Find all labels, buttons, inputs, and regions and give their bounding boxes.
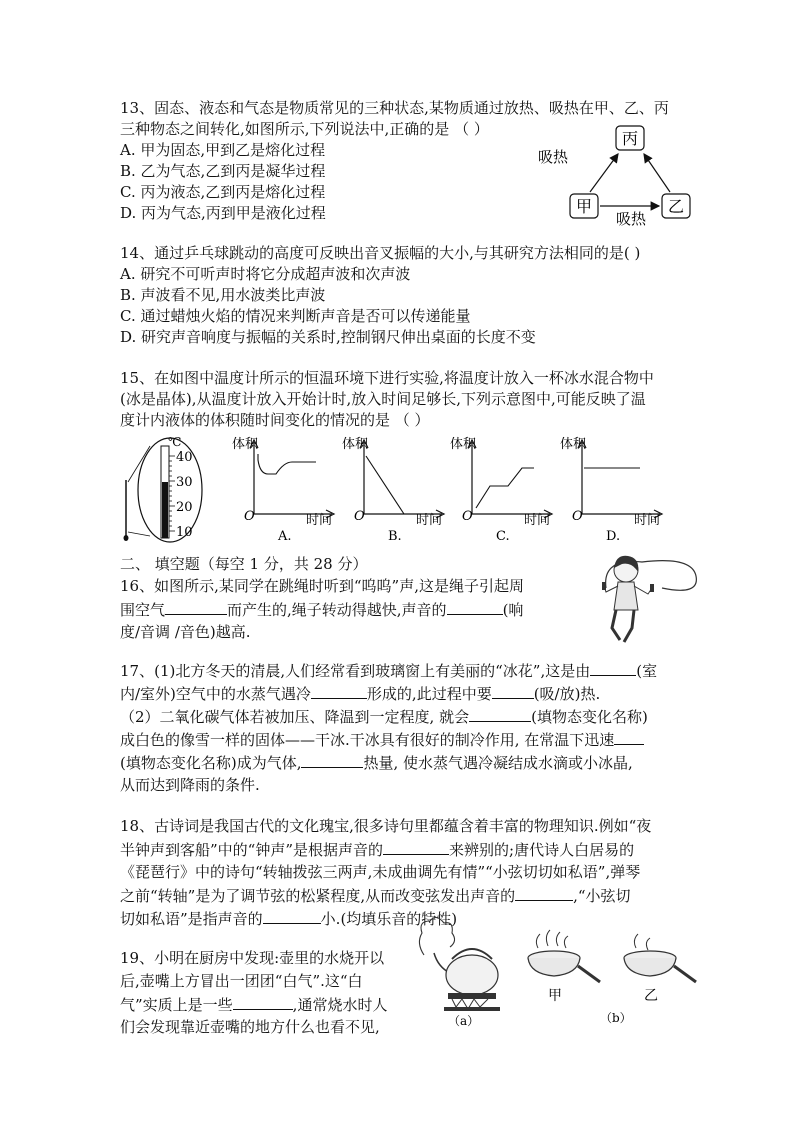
fig-label-yi: 乙 [644,988,658,1004]
q13-state-diagram [530,118,710,228]
q17-line3 [120,706,648,727]
q19-blank-1[interactable] [233,994,293,1010]
q16-text-a: 围空气 [120,601,166,619]
tick-30: 30 [176,475,193,490]
q17-text-2b: 形成的,此过程中要 [366,685,492,703]
graph-d-xlabel: 时间 [634,513,661,528]
node-jia: 甲 [575,197,593,216]
q15-stem-line2: (冰是晶体),从温度计放入开始计时,放入时间足够长,下列示意图中,可能反映了温 [120,390,646,408]
graph-b-ylabel: 体积 [342,437,369,452]
fig-label-b: （b） [600,1011,632,1025]
q16-line1: 16、如图所示,某同学在跳绳时听到“呜呜”声,这是绳子引起周 [120,577,524,595]
q17-text-4: 成白色的像雪一样的固体——干冰.干冰具有很好的制冷作用, 在常温下迅速 [120,731,615,749]
q13-option-a: A. 甲为固态,甲到乙是熔化过程 [120,141,326,159]
q18-blank-1[interactable] [383,839,449,855]
q16-text-c: (响 [502,601,524,619]
node-bing: 丙 [621,129,639,148]
q18-line4 [120,885,631,906]
q18-text-5b: 小.(均填乐音的特性) [320,910,458,928]
thermometer-unit: ℃ [168,435,182,449]
graph-d-ylabel: 体积 [560,437,587,452]
q17-line1 [120,660,657,681]
tick-10: 10 [176,525,193,540]
q17-line5 [120,752,633,773]
q13-option-b: B. 乙为气态,乙到丙是凝华过程 [120,162,326,180]
node-yi: 乙 [667,197,685,216]
tick-20: 20 [176,500,193,515]
q13-option-c: C. 丙为液态,乙到丙是熔化过程 [120,183,326,201]
q19-line2: 后,壶嘴上方冒出一团团“白气”.这“白 [120,972,363,990]
q18-text-4a: 之前“转轴”是为了调节弦的松紧程度,从而改变弦发出声音的 [120,887,516,905]
section-heading: 二、 填空题（每空 1 分，共 28 分） [120,555,368,573]
q18-blank-2[interactable] [515,885,573,901]
graph-c-caption: C. [496,529,510,544]
graph-a-ylabel: 体积 [232,437,259,452]
tick-40: 40 [176,450,193,465]
q19-line3 [120,994,387,1015]
q17-text-5a: (填物态变化名称)成为气体, [120,754,302,772]
graph-a-caption: A. [278,529,292,544]
q19-kettle-figure [412,915,522,1027]
kettle-body [446,955,498,995]
q16-text-b: 而产生的,绳子转动得越快,声音的 [227,601,447,619]
graph-b-curve [366,456,404,514]
q14-option-c: C. 通过蜡烛火焰的情况来判断声音是否可以传递能量 [120,307,471,325]
q18-line1: 18、古诗词是我国古代的文化瑰宝,很多诗句里都蕴含着丰富的物理知识.例如“夜 [120,817,652,835]
graph-b-origin: O [354,509,365,524]
graph-a-origin: O [244,509,255,524]
q15-graph-d [554,434,664,544]
q16-line3: 度/音调 /音色)越高. [120,623,251,641]
arrow-yi-to-bing [644,154,670,192]
q15-graph-c [444,434,554,544]
q13-option-d: D. 丙为气态,丙到甲是液化过程 [120,204,326,222]
label-left: 吸热 [538,148,569,166]
q18-text-2b: 来辨别的;唐代诗人白居易的 [449,841,635,859]
q18-line3: 《琵琶行》中的诗句“转轴拨弦三两声,未成曲调先有情”“小弦切切如私语”,弹琴 [120,863,641,881]
q18-blank-3[interactable] [263,908,321,924]
graph-c-ylabel: 体积 [450,437,477,452]
q15-thermometer [118,432,208,544]
q14-stem: 14、通过乒乓球跳动的高度可反映出音叉振幅的大小,与其研究方法相同的是( ) [120,244,641,262]
q14-option-d: D. 研究声音响度与振幅的关系时,控制钢尺伸出桌面的长度不变 [120,328,536,346]
q17-text-5b: 热量, 使水蒸气遇冷凝结成水滴或小冰晶, [363,754,633,772]
q16-blank-2[interactable] [447,599,503,615]
graph-b-caption: B. [388,529,402,544]
q18-text-2a: 半钟声到客船”中的“钟声”是根据声音的 [120,841,384,859]
q19-line4: 们会发现靠近壶嘴的地方什么也看不见, [120,1018,380,1036]
q15-stem-line3: 度计内液体的体积随时间变化的情况的是 （ ） [120,411,430,429]
q18-line5 [120,908,457,929]
graph-a-curve [258,454,316,474]
q17-text-1b: (室 [636,662,658,680]
q17-blank-4[interactable] [469,706,531,722]
steam-cloud [419,917,454,955]
arrow-jia-to-bing [590,154,618,192]
q19-line1: 19、小明在厨房中发现:壶里的水烧开以 [120,949,385,967]
fig-label-jia: 甲 [548,988,562,1004]
q17-text-1a: 17、(1)北方冬天的清晨,人们经常看到玻璃窗上有美丽的“冰花”,这是由 [120,662,591,680]
q17-line4 [120,729,644,750]
q16-line2 [120,599,523,620]
graph-c-curve [476,468,534,508]
q16-jump-rope-illustration [592,548,704,650]
q17-text-2a: 内/室外)空气中的水蒸气遇冷 [120,685,311,703]
graph-d-origin: O [572,509,583,524]
q18-line2 [120,839,634,860]
q17-blank-5[interactable] [614,729,644,745]
label-bottom: 吸热 [616,210,647,228]
q14-option-a: A. 研究不可听声时将它分成超声波和次声波 [120,265,411,283]
q19-text-3a: 气”实质上是一些 [120,996,233,1014]
q17-text-3a: （2）二氧化碳气体若被加压、降温到一定程度, 就会 [120,708,470,726]
q17-blank-6[interactable] [301,752,363,768]
q17-blank-1[interactable] [590,660,636,676]
q15-stem-line1: 15、在如图中温度计所示的恒温环境下进行实验,将温度计放入一杯冰水混合物中 [120,369,654,387]
q18-text-5a: 切如私语”是指声音的 [120,910,263,928]
graph-c-origin: O [462,509,473,524]
q13-stem-line1: 13、固态、液态和气态是物质常见的三种状态,某物质通过放热、吸热在甲、乙、丙 [120,99,669,117]
q19-pan-figure [520,918,710,1028]
q17-line2 [120,683,600,704]
q17-text-2c: (吸/放)热. [533,685,601,703]
q17-line6: 从而达到降雨的条件. [120,776,260,794]
q15-graph-a [226,434,336,544]
q15-graph-b [336,434,446,544]
q16-blank-1[interactable] [165,599,227,615]
thermometer-liquid [162,482,168,538]
q18-text-4b: ,“小弦切 [573,887,631,905]
q17-blank-3[interactable] [492,683,534,699]
graph-c-xlabel: 时间 [524,513,551,528]
q13-stem-line2: 三种物态之间转化,如图所示,下列说法中,正确的是 （ ） [120,120,489,138]
q14-option-b: B. 声波看不见,用水波类比声波 [120,286,326,304]
graph-a-xlabel: 时间 [306,513,333,528]
fig-label-a: （a） [448,1014,480,1027]
q17-blank-2[interactable] [311,683,367,699]
q17-text-3b: (填物态变化名称) [531,708,648,726]
graph-d-caption: D. [606,529,621,544]
graph-b-xlabel: 时间 [416,513,443,528]
q19-text-3b: ,通常烧水时人 [292,996,388,1014]
